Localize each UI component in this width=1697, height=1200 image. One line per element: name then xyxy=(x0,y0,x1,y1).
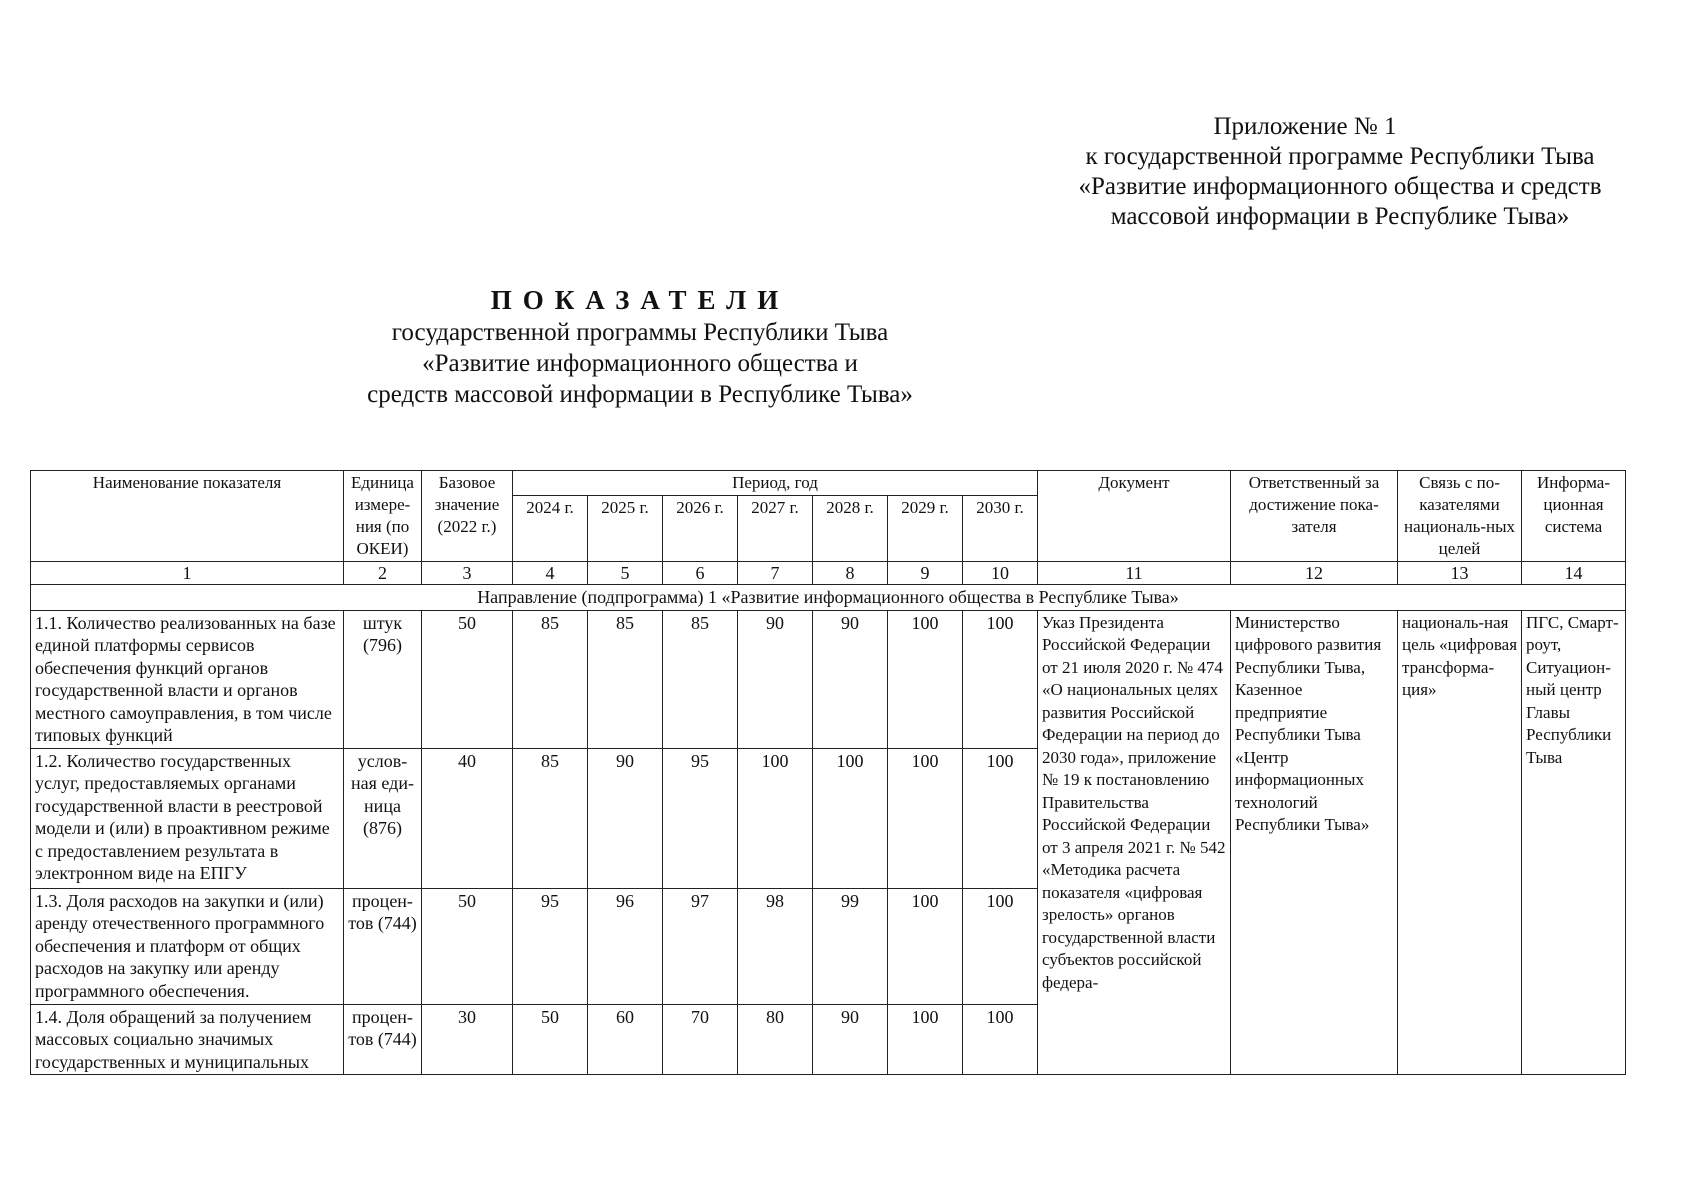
indicator-value: 60 xyxy=(588,1004,663,1075)
indicator-document: Указ Президента Российской Федерации от 21 июля 2020 г. № 474 «О национальных целях развития Российской Федерации на период до 2030 года», приложение № 19 к постановлению Правительства Российской Федерации от 3 апреля 2021 г. № 542 «Методика расчета показателя «цифровая зрелость» органов государственной власти субъектов российской федера- xyxy=(1038,610,1231,1075)
column-number: 5 xyxy=(588,562,663,585)
indicator-value: 99 xyxy=(813,888,888,1004)
indicator-name: 1.1. Количество реализованных на базе единой платформы сервисов обеспечения функций органов государственной власти и органов местного самоуправления, в том числе типовых функций xyxy=(31,610,344,748)
header-infosys: Информа-ционная система xyxy=(1522,471,1626,562)
header-document: Документ xyxy=(1038,471,1231,562)
indicator-infosys: ПГС, Смарт-роут, Ситуацион-ный центр Главы Республики Тыва xyxy=(1522,610,1626,1075)
column-number: 7 xyxy=(738,562,813,585)
title-line: средств массовой информации в Республике Тыва» xyxy=(367,381,913,408)
indicator-value: 98 xyxy=(738,888,813,1004)
indicator-value: 100 xyxy=(888,1004,963,1075)
column-number: 2 xyxy=(344,562,422,585)
document-title xyxy=(340,283,940,410)
appendix-line: массовой информации в Республике Тыва» xyxy=(1110,203,1570,230)
section-row xyxy=(31,585,1626,611)
indicator-name: 1.2. Количество государственных услуг, предоставляемых органами государственной власти в реестровой модели и (или) в проактивном режиме с предоставлением результата в электронном виде на ЕПГУ xyxy=(31,748,344,888)
indicator-value: 100 xyxy=(888,888,963,1004)
indicator-unit: услов-ная еди-ница (876) xyxy=(344,748,422,888)
header-year: 2028 г. xyxy=(813,496,888,562)
header-period: Период, год xyxy=(513,471,1038,496)
header-link: Связь с по-казателями националь-ных целей xyxy=(1398,471,1522,562)
section-title: Направление (подпрограмма) 1 «Развитие информационного общества в Республике Тыва» xyxy=(31,585,1626,611)
appendix-block xyxy=(1000,112,1680,232)
indicators-table xyxy=(30,470,1626,1075)
indicator-value: 90 xyxy=(813,1004,888,1075)
column-number: 9 xyxy=(888,562,963,585)
indicator-base: 30 xyxy=(422,1004,513,1075)
header-base: Базовое значение (2022 г.) xyxy=(422,471,513,562)
indicator-value: 100 xyxy=(888,610,963,748)
indicator-name: 1.4. Доля обращений за получением массовых социально значимых государственных и муниципальных xyxy=(31,1004,344,1075)
indicator-value: 95 xyxy=(513,888,588,1004)
indicator-value: 100 xyxy=(963,748,1038,888)
title-line: государственной программы Республики Тыва xyxy=(391,319,889,346)
indicator-value: 90 xyxy=(738,610,813,748)
indicator-value: 100 xyxy=(963,1004,1038,1075)
indicator-value: 70 xyxy=(663,1004,738,1075)
appendix-number: Приложение № 1 xyxy=(1213,113,1397,140)
indicator-value: 95 xyxy=(663,748,738,888)
indicator-value: 100 xyxy=(888,748,963,888)
indicator-link: националь-ная цель «цифровая трансформа-ция» xyxy=(1398,610,1522,1075)
header-year: 2030 г. xyxy=(963,496,1038,562)
indicator-value: 100 xyxy=(963,888,1038,1004)
column-number: 14 xyxy=(1522,562,1626,585)
appendix-line: к государственной программе Республики Тыва xyxy=(1085,143,1595,170)
indicator-value: 100 xyxy=(813,748,888,888)
indicator-unit: штук (796) xyxy=(344,610,422,748)
indicator-base: 50 xyxy=(422,610,513,748)
header-responsible: Ответственный за достижение пока-зателя xyxy=(1231,471,1398,562)
indicator-value: 96 xyxy=(588,888,663,1004)
indicator-value: 85 xyxy=(513,610,588,748)
column-number: 13 xyxy=(1398,562,1522,585)
table-row xyxy=(31,610,1626,748)
column-number: 12 xyxy=(1231,562,1398,585)
header-name: Наименование показателя xyxy=(31,471,344,562)
header-unit: Единица измере-ния (по ОКЕИ) xyxy=(344,471,422,562)
column-number: 1 xyxy=(31,562,344,585)
header-year: 2029 г. xyxy=(888,496,963,562)
indicator-value: 50 xyxy=(513,1004,588,1075)
column-number: 10 xyxy=(963,562,1038,585)
title-heading: ПОКАЗАТЕЛИ xyxy=(490,285,790,315)
indicator-value: 80 xyxy=(738,1004,813,1075)
indicator-value: 97 xyxy=(663,888,738,1004)
header-year: 2025 г. xyxy=(588,496,663,562)
header-year: 2024 г. xyxy=(513,496,588,562)
indicator-value: 90 xyxy=(588,748,663,888)
column-number: 8 xyxy=(813,562,888,585)
indicator-name: 1.3. Доля расходов на закупки и (или) аренду отечественного программного обеспечения и платформ от общих расходов на закупку или аренду программного обеспечения. xyxy=(31,888,344,1004)
indicator-value: 90 xyxy=(813,610,888,748)
column-number: 11 xyxy=(1038,562,1231,585)
column-number: 3 xyxy=(422,562,513,585)
header-year: 2027 г. xyxy=(738,496,813,562)
indicator-unit: процен-тов (744) xyxy=(344,1004,422,1075)
title-line: «Развитие информационного общества и xyxy=(422,350,858,377)
indicator-value: 85 xyxy=(513,748,588,888)
indicator-value: 85 xyxy=(663,610,738,748)
indicator-value: 85 xyxy=(588,610,663,748)
column-number: 6 xyxy=(663,562,738,585)
indicator-value: 100 xyxy=(963,610,1038,748)
header-year: 2026 г. xyxy=(663,496,738,562)
header-row-1 xyxy=(31,471,1626,496)
column-number: 4 xyxy=(513,562,588,585)
indicator-base: 50 xyxy=(422,888,513,1004)
column-number-row xyxy=(31,562,1626,585)
indicator-unit: процен-тов (744) xyxy=(344,888,422,1004)
indicator-base: 40 xyxy=(422,748,513,888)
appendix-line: «Развитие информационного общества и средств xyxy=(1078,173,1602,200)
indicator-responsible: Министерство цифрового развития Республики Тыва, Казенное предприятие Республики Тыва «Центр информационных технологий Республики Тыва» xyxy=(1231,610,1398,1075)
indicator-value: 100 xyxy=(738,748,813,888)
